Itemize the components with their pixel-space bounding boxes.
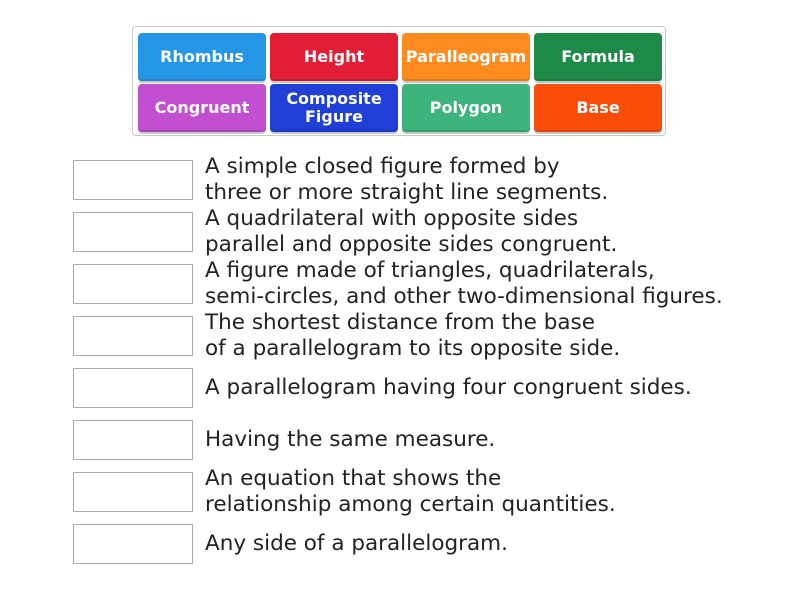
definition-line: parallel and opposite sides congruent.: [205, 232, 618, 257]
word-bank: [132, 26, 666, 136]
answer-drop-box[interactable]: [73, 368, 193, 408]
tile-label: Polygon: [429, 98, 503, 117]
answer-drop-box[interactable]: [73, 472, 193, 512]
tile-congruent[interactable]: [138, 84, 266, 132]
tile-label-line2: Figure: [305, 107, 363, 126]
tile-height[interactable]: [270, 33, 398, 81]
tile-label: Base: [576, 98, 620, 117]
definition-text: [205, 258, 765, 310]
answer-drop-box[interactable]: [73, 420, 193, 460]
definition-line: semi-circles, and other two-dimensional figures.: [205, 284, 723, 309]
answer-drop-box[interactable]: [73, 316, 193, 356]
definition-line: A figure made of triangles, quadrilaterals,: [205, 258, 655, 283]
definition-text: [205, 531, 765, 557]
match-row: [73, 310, 773, 361]
definition-line: relationship among certain quantities.: [205, 492, 616, 517]
tile-label: Formula: [561, 47, 635, 66]
match-row: [73, 258, 773, 309]
answer-drop-box[interactable]: [73, 264, 193, 304]
tile-label-line1: Composite: [286, 89, 382, 108]
definition-text: [205, 427, 765, 453]
definition-line: of a parallelogram to its opposite side.: [205, 336, 621, 361]
tile-label: Congruent: [154, 98, 250, 117]
tile-polygon[interactable]: [402, 84, 530, 132]
tile-label: Rhombus: [160, 47, 244, 66]
definition-line: A simple closed figure formed by: [205, 154, 560, 179]
tile-composite-figure[interactable]: [270, 84, 398, 132]
match-row: [73, 420, 773, 460]
answer-drop-box[interactable]: [73, 524, 193, 564]
match-row: [73, 368, 773, 408]
definition-text: [205, 206, 765, 258]
definition-line: A quadrilateral with opposite sides: [205, 206, 579, 231]
definition-line: three or more straight line segments.: [205, 180, 609, 205]
definition-text: [205, 375, 765, 401]
answer-drop-box[interactable]: [73, 160, 193, 200]
match-row: [73, 524, 773, 564]
definition-line: Any side of a parallelogram.: [205, 531, 508, 556]
definition-text: [205, 154, 765, 206]
answer-drop-box[interactable]: [73, 212, 193, 252]
tile-formula[interactable]: [534, 33, 662, 81]
tile-rhombus[interactable]: [138, 33, 266, 81]
tile-paralleogram[interactable]: [402, 33, 530, 81]
definition-line: A parallelogram having four congruent sides.: [205, 375, 692, 400]
definition-text: [205, 310, 765, 362]
match-row: [73, 154, 773, 205]
definition-line: An equation that shows the: [205, 466, 502, 491]
tile-base[interactable]: [534, 84, 662, 132]
definition-line: Having the same measure.: [205, 427, 496, 452]
tile-label: Paralleogram: [405, 47, 527, 66]
tile-label: Height: [303, 47, 365, 66]
match-row: [73, 206, 773, 257]
definition-text: [205, 466, 765, 518]
match-row: [73, 466, 773, 517]
definition-line: The shortest distance from the base: [205, 310, 595, 335]
